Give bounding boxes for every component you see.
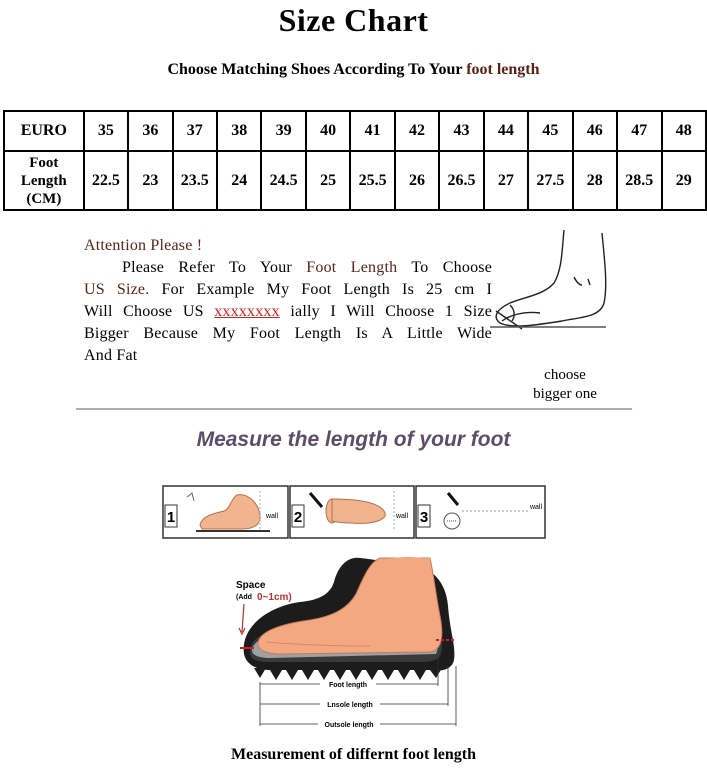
euro-size: 39 [261,111,306,151]
insole-length-label: Lnsole length [327,702,373,709]
euro-size: 38 [217,111,261,151]
diagram-caption: Measurement of differnt foot length [231,746,476,763]
foot-length-cell: 23 [128,151,172,210]
euro-size: 42 [395,111,439,151]
foot-length-label: Foot length [328,682,368,689]
attention-heading: Attention Please ! [84,237,203,254]
euro-size: 35 [84,111,129,151]
wall-label: wall [529,504,543,511]
size-table [3,110,707,211]
foot-length-cell: 25 [306,151,350,210]
euro-size: 47 [617,111,662,151]
foot-length-cell: 27 [484,151,528,210]
subtitle-prefix: Choose Matching Shoes According To Your [167,61,463,78]
step-2-panel [290,486,414,538]
attention-highlight: US Size. [84,281,150,298]
attention-text: To Choose [411,259,492,276]
space-add-value: 0~1cm) [257,592,292,603]
subtitle-highlight: foot length [466,61,540,78]
foot-label-line: (CM) [26,190,62,207]
step-number: 3 [419,509,429,526]
shoe-measurement-diagram [230,546,470,736]
page-title: Size Chart [278,2,429,38]
foot-outline-illustration [482,225,610,355]
foot-length-cell: 25.5 [350,151,395,210]
attention-text: ially I Will Choose 1 Size [290,303,493,320]
euro-size: 37 [173,111,218,151]
attention-line: And Fat [84,347,138,364]
foot-label-line: Length [20,172,67,189]
measure-heading: Measure the length of your foot [196,428,511,451]
foot-length-cell: 24 [217,151,261,210]
attention-line [84,279,492,301]
euro-size: 45 [528,111,573,151]
step-number: 2 [293,509,303,526]
foot-length-cell: 28 [573,151,617,210]
section-divider [76,408,632,410]
euro-size: 36 [128,111,172,151]
foot-length-row [4,151,706,210]
foot-label-line: Foot [29,154,59,171]
foot-length-label [4,151,84,210]
foot-length-cell: 26.5 [439,151,484,210]
attention-text: For Example My Foot Length Is 25 cm I [161,281,492,298]
attention-note [84,235,492,367]
euro-label: EURO [4,111,84,151]
choose-bigger-note [520,366,610,404]
space-label: Space [236,580,266,591]
foot-length-cell: 27.5 [528,151,573,210]
euro-size: 46 [573,111,617,151]
euro-size: 48 [662,111,707,151]
outsole-length-label: Outsole length [324,722,374,729]
subtitle [0,61,707,79]
euro-size: 43 [439,111,484,151]
step-3-panel [416,486,545,538]
attention-text: Will Choose US [84,303,204,320]
foot-length-cell: 23.5 [173,151,218,210]
foot-length-cell: 26 [395,151,439,210]
attention-line [84,301,492,323]
measuring-steps-illustration [162,485,547,543]
attention-redacted: xxxxxxxx [214,303,280,320]
choose-bigger-line: choose [544,367,586,383]
euro-row [4,111,706,151]
euro-size: 40 [306,111,350,151]
attention-line: Bigger Because My Foot Length Is A Little Wide [84,325,492,342]
attention-text: Please Refer To Your [122,259,292,276]
euro-size: 44 [484,111,528,151]
choose-bigger-line: bigger one [533,386,597,402]
foot-length-cell: 22.5 [84,151,129,210]
wall-label: wall [395,513,409,520]
foot-length-cell: 29 [662,151,707,210]
wall-label: wall [265,513,279,520]
step-1-panel [163,486,288,538]
step-number: 1 [166,509,176,526]
attention-highlight: Foot Length [306,259,398,276]
foot-length-cell: 28.5 [617,151,662,210]
euro-size: 41 [350,111,395,151]
attention-line [84,257,492,279]
foot-length-cell: 24.5 [261,151,306,210]
space-add-prefix: (Add [236,594,252,601]
